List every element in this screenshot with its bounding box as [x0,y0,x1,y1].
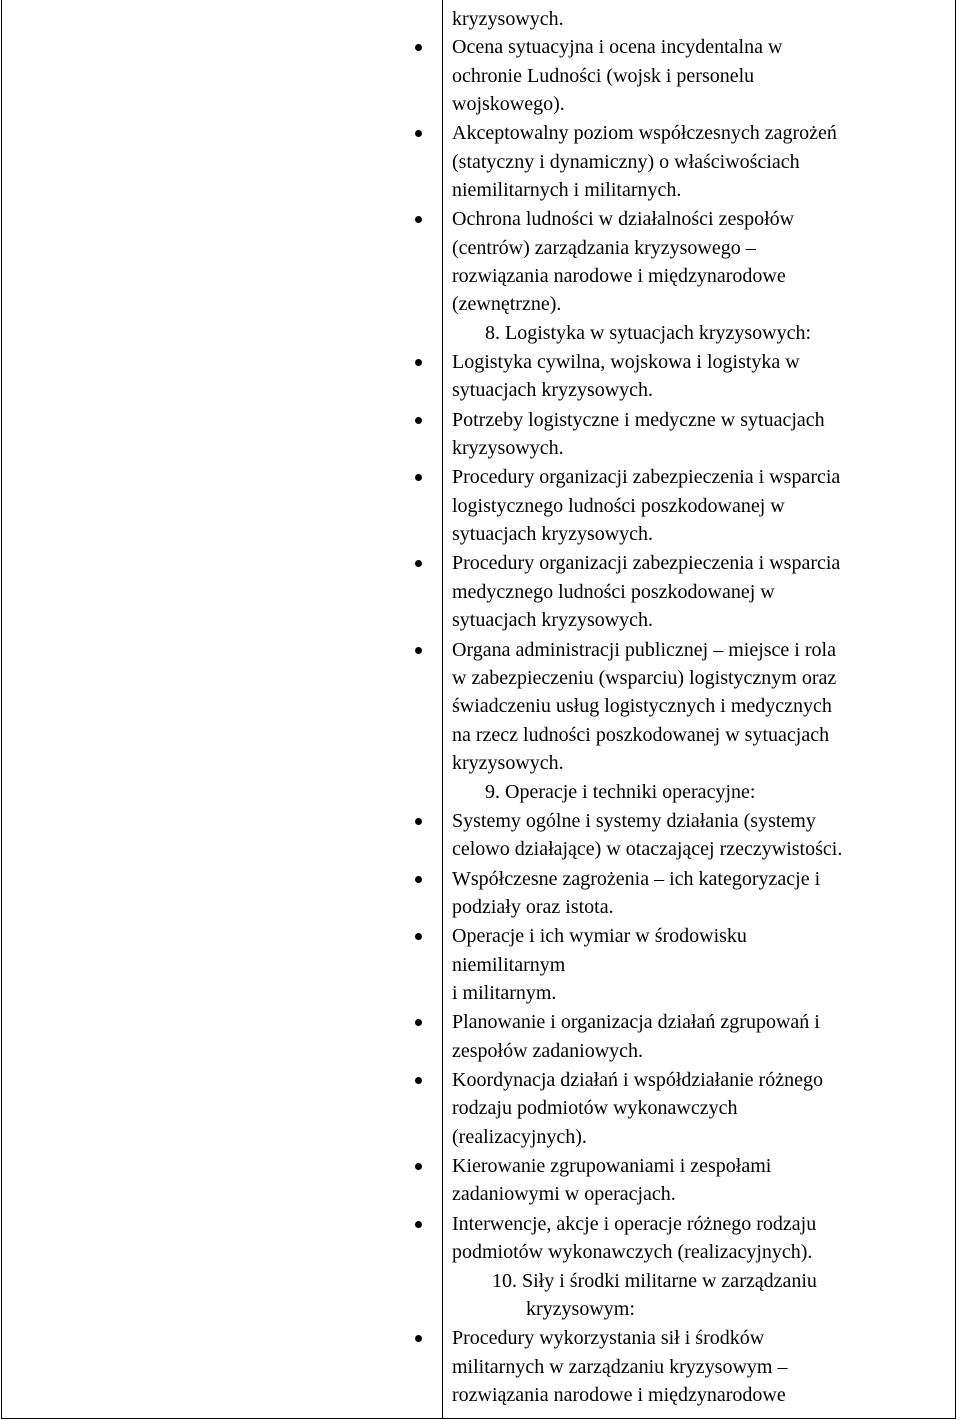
text-line: podmiotów wykonawczych (realizacyjnych). [452,1241,813,1263]
text-line: na rzecz ludności poszkodowanej w sytuacjach [452,724,830,746]
text-line: Potrzeby logistyczne i medyczne w sytuacjach [452,409,825,431]
bullet-icon [415,359,422,366]
text-line: celowo działające) w otaczającej rzeczywistości. [452,838,843,860]
bullet-icon [415,44,422,51]
text-line: medycznego ludności poszkodowanej w [452,581,775,603]
text-line: Procedury organizacji zabezpieczenia i wsparcia [452,466,841,488]
section-heading: 8. Logistyka w sytuacjach kryzysowych: [485,322,812,344]
text-line: Koordynacja działań i współdziałanie różnego [452,1069,823,1091]
bullet-icon [415,1019,422,1026]
text-line: kryzysowych. [452,752,564,774]
text-line: Operacje i ich wymiar w środowisku [452,925,747,947]
text-line: Ochrona ludności w działalności zespołów [452,208,795,230]
text-line: Współczesne zagrożenia – ich kategoryzacje i [452,868,821,890]
text-line: (statyczny i dynamiczny) o właściwościach [452,151,800,173]
bullet-icon [415,818,422,825]
text-line: zespołów zadaniowych. [452,1040,644,1062]
text-line: Planowanie i organizacja działań zgrupowań i [452,1011,820,1033]
section-heading: 9. Operacje i techniki operacyjne: [485,781,756,803]
text-line: (centrów) zarządzania kryzysowego – [452,237,756,259]
text-line: Organa administracji publicznej – miejsce i rola [452,639,836,661]
text-line: podziały oraz istota. [452,896,614,918]
bullet-icon [415,1077,422,1084]
text-line: sytuacjach kryzysowych. [452,609,654,631]
bullet-icon [415,1335,422,1342]
bullet-icon [415,474,422,481]
text-line: militarnych w zarządzaniu kryzysowym – [452,1356,788,1378]
text-line: wojskowego). [452,93,565,115]
text-line: niemilitarnych i militarnych. [452,179,682,201]
bullet-icon [415,933,422,940]
text-line: niemilitarnym [452,954,566,976]
text-line: kryzysowych. [452,8,564,30]
text-line: rozwiązania narodowe i międzynarodowe [452,1384,786,1406]
text-line: zadaniowymi w operacjach. [452,1183,676,1205]
text-line: Kierowanie zgrupowaniami i zespołami [452,1155,772,1177]
bullet-icon [415,1221,422,1228]
text-line: Procedury wykorzystania sił i środków [452,1327,765,1349]
bullet-icon [415,130,422,137]
bullet-icon [415,417,422,424]
text-line: kryzysowych. [452,437,564,459]
text-line: Procedury organizacji zabezpieczenia i wsparcia [452,552,841,574]
text-line: (realizacyjnych). [452,1126,587,1148]
bullet-icon [415,216,422,223]
bullet-icon [415,1163,422,1170]
text-line: Interwencje, akcje i operacje różnego rodzaju [452,1213,817,1235]
text-line: (zewnętrzne). [452,293,562,315]
bullet-icon [415,647,422,654]
bullet-icon [415,876,422,883]
section-heading-continuation: kryzysowym: [526,1298,635,1320]
text-line: Logistyka cywilna, wojskowa i logistyka w [452,351,800,373]
text-line: rozwiązania narodowe i międzynarodowe [452,265,786,287]
text-line: Ocena sytuacyjna i ocena incydentalna w [452,36,783,58]
text-line: Akceptowalny poziom współczesnych zagrożeń [452,122,837,144]
text-line: sytuacjach kryzysowych. [452,379,654,401]
text-line: i militarnym. [452,982,557,1004]
section-heading: 10. Siły i środki militarne w zarządzaniu [492,1270,817,1292]
text-line: ochronie Ludności (wojsk i personelu [452,65,755,87]
text-line: rodzaju podmiotów wykonawczych [452,1097,738,1119]
bullet-icon [415,560,422,567]
text-line: w zabezpieczeniu (wsparciu) logistycznym oraz [452,667,837,689]
text-line: logistycznego ludności poszkodowanej w [452,495,785,517]
text-line: Systemy ogólne i systemy działania (systemy [452,810,816,832]
text-line: świadczeniu usług logistycznych i medycznych [452,695,832,717]
text-line: sytuacjach kryzysowych. [452,523,654,545]
